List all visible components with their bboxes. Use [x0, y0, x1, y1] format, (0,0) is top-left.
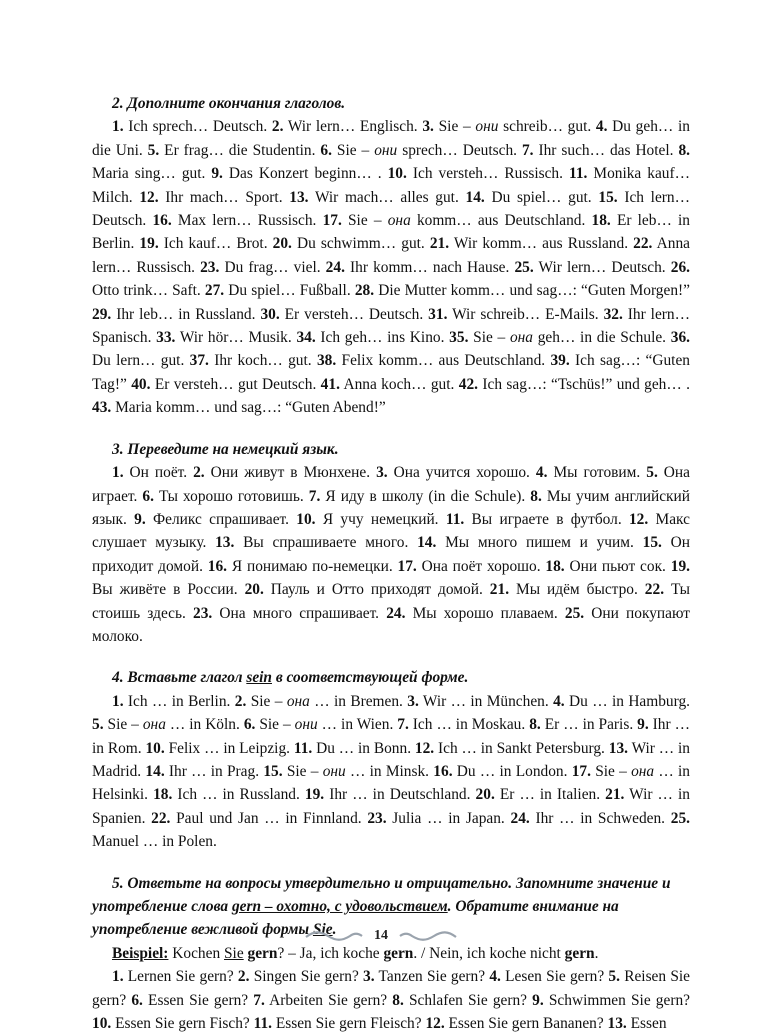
text-run: Вы живёте в России. [92, 581, 245, 599]
text-run: 6. [131, 991, 143, 1009]
text-run: schreib… gut. [498, 118, 596, 136]
text-run: 9. [532, 991, 544, 1009]
text-run: sprech… Deutsch. [397, 141, 522, 159]
text-run: 7. [397, 716, 409, 734]
text-run: Reisen Sie gern? [92, 968, 690, 1009]
text-run: Она играет. [92, 464, 690, 505]
text-run: Julia … in Japan. [386, 809, 511, 827]
text-run: gern [383, 944, 414, 962]
text-run: 27. [204, 282, 225, 300]
text-run: Ich sag…: “Guten Tag!” [92, 352, 690, 393]
text-run: Du … in Bonn. [312, 739, 415, 757]
text-run: 3. [363, 968, 375, 986]
text-run: 2. [193, 464, 205, 482]
text-run: в соответствующей форме. [271, 669, 469, 687]
text-run: 4. [489, 968, 501, 986]
text-run: 5. [92, 716, 104, 734]
text-run: Sie [224, 944, 244, 962]
text-run: Sie – [255, 716, 295, 734]
text-run: … in Wien. [317, 716, 398, 734]
text-run: Wir … in München. [418, 692, 554, 710]
text-run: Ihr … in Deutschland. [324, 786, 476, 804]
text-run: Otto trink… Saft. [92, 282, 205, 300]
text-run: 21. [429, 235, 450, 253]
text-run: они [374, 141, 398, 159]
text-run: Tanzen Sie gern? [374, 968, 490, 986]
text-run: Ihr lern… Spanisch. [92, 305, 690, 347]
text-run: Ihr mach… Sport. [158, 188, 290, 206]
text-run: Ihr such… das Hotel. [533, 141, 679, 159]
text-run: Essen [626, 1015, 667, 1033]
text-run: 32. [603, 305, 623, 323]
text-run: 25. [670, 809, 690, 827]
text-run: 3. [407, 692, 419, 710]
text-run: 22. [151, 809, 171, 827]
text-run: Du … in Hamburg. [564, 692, 691, 710]
text-run: 5. Ответьте на вопросы утвердительно и отрицательно. Запомните значение и употребление слова [92, 874, 671, 915]
text-run: 19. [304, 786, 325, 804]
text-run: 20. [272, 235, 292, 253]
text-run: 43. [92, 399, 112, 417]
text-run: Ihr … in Schweden. [529, 809, 671, 827]
text-run: 22. [644, 581, 665, 599]
text-run: 10. [296, 510, 316, 528]
text-run: 8. [529, 716, 541, 734]
text-run: они [322, 762, 346, 780]
text-run: 12. [414, 739, 435, 757]
text-run: 15. [263, 762, 283, 780]
text-run: … in Bremen. [309, 692, 408, 710]
text-run: 20. [475, 786, 495, 804]
text-run: 1. [112, 968, 124, 986]
text-run: 10. [92, 1015, 112, 1033]
text-run: 21. [489, 581, 510, 599]
text-run: 6. [142, 487, 154, 505]
exercise-3 [92, 438, 690, 649]
text-run: Du spiel… gut. [484, 188, 599, 206]
text-run: Ihr koch… gut. [208, 352, 317, 370]
text-run: 3. [422, 118, 434, 136]
text-run: 23. [367, 809, 387, 827]
text-run: Sie – [433, 118, 476, 136]
text-run: 11. [253, 1015, 272, 1033]
text-run: Wir schreib… E-Mails. [447, 305, 604, 323]
text-run: она [509, 329, 533, 347]
text-run: 18. [591, 212, 611, 230]
text-run: Ich sag…: “Tschüs!” und geh… . [478, 375, 691, 393]
text-run: 2. [234, 692, 247, 710]
text-run: gern [247, 944, 278, 962]
page-number: 14 [374, 928, 388, 943]
text-run: 19. [139, 235, 159, 253]
text-run: 15. [642, 534, 662, 552]
text-run: Они пьют сок. [564, 557, 671, 575]
text-run: Paul und Jan … in Finnland. [170, 809, 368, 827]
text-run: Wir … in Spanien. [92, 786, 690, 827]
text-run: 16. [433, 762, 453, 780]
text-run: 28. [354, 282, 375, 300]
text-run: Sie – [246, 692, 287, 710]
text-run: 13. [607, 1015, 627, 1033]
text-run: 13. [608, 739, 629, 757]
text-run: Sie – [341, 212, 388, 230]
text-run: Ihr leb… in Russland. [111, 305, 261, 323]
text-run: Du … in London. [452, 762, 572, 780]
text-run: Они живут в Мюнхене. [204, 464, 377, 482]
text-run: Er … in Italien. [494, 786, 606, 804]
text-run: 7. [521, 141, 534, 159]
text-run: . / Nein, ich koche nicht [413, 944, 565, 962]
text-run: 18. [153, 786, 173, 804]
text-run: Er leb… in Berlin. [92, 212, 691, 253]
text-run: Arbeiten Sie gern? [264, 991, 393, 1009]
text-run: 30. [260, 305, 280, 323]
text-run: Ihr … in Prag. [164, 762, 264, 780]
text-run: 14. [417, 534, 437, 552]
text-run: 17. [397, 557, 417, 575]
text-run: Schlafen Sie gern? [403, 991, 533, 1009]
text-run: … in Köln. [165, 716, 244, 734]
text-run: Essen Sie gern Bananen? [444, 1015, 608, 1033]
text-run: Ich geh… ins Kino. [315, 329, 450, 347]
text-run: Вы играете в футбол. [464, 510, 629, 528]
text-run: Ich versteh… Russisch. [406, 165, 569, 183]
text-run: Я учу немецкий. [315, 510, 446, 528]
text-run: Ich … in Moskau. [408, 716, 530, 734]
text-run: Wir hör… Musik. [175, 329, 297, 347]
exercise-body [92, 690, 690, 854]
text-run: Ihr komm… nach Hause. [344, 258, 515, 276]
text-run: geh… in die Schule. [533, 329, 671, 347]
text-run: Ты стоишь здесь. [92, 581, 691, 622]
text-run: 37. [189, 352, 209, 370]
text-run: 10. [387, 165, 407, 183]
text-run: Maria komm… und sag…: “Guten Abend!” [111, 399, 386, 417]
text-run: 5. [608, 968, 620, 986]
text-run: 19. [670, 557, 690, 575]
text-run: 2. [237, 968, 250, 986]
text-run: Он поёт. [123, 464, 194, 482]
text-run: Ich … in Sankt Petersburg. [434, 739, 609, 757]
text-run: Ich sprech… Deutsch. [123, 118, 272, 136]
text-run: 6. [320, 141, 332, 159]
text-run: 13. [289, 188, 309, 206]
text-run: 15. [598, 188, 618, 206]
text-run: Er … in Paris. [540, 716, 638, 734]
text-run: Er versteh… Deutsch. [279, 305, 429, 323]
text-run: 25. [514, 258, 534, 276]
text-run: Wir lern… Englisch. [283, 118, 423, 136]
text-run: 9. [134, 510, 146, 528]
text-run: 2. [271, 118, 284, 136]
text-run: 11. [445, 510, 465, 528]
text-run: Maria sing… gut. [92, 165, 212, 183]
text-run: Du lern… gut. [92, 352, 190, 370]
text-run: Мы много пишем и учим. [436, 534, 643, 552]
text-run: Макс слушает музыку. [92, 510, 690, 552]
text-run: 23. [200, 258, 220, 276]
text-run: 5. [646, 464, 658, 482]
text-run: 8. [530, 487, 542, 505]
text-run: она [387, 212, 411, 230]
right-ornament-icon [398, 930, 458, 942]
exercise-2 [92, 92, 690, 420]
text-run: 7. [308, 487, 321, 505]
text-run: 23. [193, 604, 213, 622]
text-run: Sie – [590, 762, 632, 780]
text-run: Он приходит домой. [92, 534, 691, 575]
text-run: Они покупают молоко. [92, 604, 690, 645]
text-run: Ты хорошо готовишь. [153, 487, 309, 505]
text-run: 4. [553, 692, 565, 710]
text-run: Essen Sie gern Fleisch? [271, 1015, 426, 1033]
text-run: Du spiel… Fußball. [224, 282, 355, 300]
text-run: Lernen Sie gern? [123, 968, 238, 986]
text-run: Sie – [103, 716, 143, 734]
exercise-body [92, 461, 690, 648]
text-run: Du frag… viel. [219, 258, 326, 276]
text-run: 26. [670, 258, 691, 276]
text-run: 18. [545, 557, 565, 575]
exercise-4 [92, 666, 690, 853]
text-run: Er frag… die Studentin. [159, 141, 321, 159]
exercise-5 [92, 872, 690, 1035]
text-run: 1. [112, 692, 124, 710]
text-run: Пауль и Отто приходят домой. [263, 581, 490, 599]
page-footer [0, 924, 762, 948]
text-run: Er versteh… gut Deutsch. [150, 375, 321, 393]
text-run: Мы готовим. [547, 464, 647, 482]
text-run: gern [564, 944, 595, 962]
text-run: 1. [112, 118, 124, 136]
text-run: Мы хорошо плаваем. [405, 604, 565, 622]
text-run: Я иду в школу (in die Schule). [320, 487, 531, 505]
text-run: gern – охотно, с удовольствием [231, 898, 448, 915]
text-run: 24. [510, 809, 530, 827]
text-run: Вы спрашиваете много. [234, 534, 418, 552]
text-run: 38. [316, 352, 337, 370]
text-run: . [594, 944, 599, 962]
text-run: 5. [147, 141, 160, 159]
text-run: Max lern… Russisch. [171, 212, 323, 230]
text-run: она [631, 762, 655, 780]
text-run: 16. [152, 212, 172, 230]
text-run: 6. [243, 716, 256, 734]
text-run: 34. [296, 329, 316, 347]
text-run: 8. [392, 991, 404, 1009]
text-run: Ich … in Russland. [172, 786, 305, 804]
text-run: 14. [145, 762, 165, 780]
text-run: sein [246, 669, 272, 687]
text-run: Monika kauf… Milch. [92, 165, 691, 206]
text-run: 24. [386, 604, 406, 622]
document-page [92, 92, 690, 1035]
text-run: Ich kauf… Brot. [158, 235, 273, 253]
text-run: 35. [449, 329, 469, 347]
text-run: 20. [244, 581, 264, 599]
exercise-title [92, 666, 690, 689]
text-run: 7. [253, 991, 265, 1009]
text-run: ? – Ja, ich koche [277, 944, 384, 962]
text-run: Lesen Sie gern? [500, 968, 609, 986]
text-run: Sie [312, 921, 333, 939]
text-run: 4. Вставьте глагол [112, 669, 247, 687]
text-run: 12. [139, 188, 159, 206]
text-run: Я понимаю по-немецки. [227, 557, 398, 575]
text-run: Essen Sie gern? [142, 991, 254, 1009]
text-run: 33. [156, 329, 176, 347]
text-run: Felix komm… aus Deutschland. [336, 352, 551, 370]
text-run: 41. [320, 375, 340, 393]
text-run: 4. [535, 464, 548, 482]
text-run: 42. [458, 375, 479, 393]
text-run: Феликс спрашивает. [145, 510, 297, 528]
text-run: Schwimmen Sie gern? [543, 991, 690, 1009]
text-run: 39. [550, 352, 570, 370]
text-run: Wir komm… aus Russland. [449, 235, 634, 253]
text-run: 17. [322, 212, 342, 230]
text-run: 17. [571, 762, 591, 780]
text-run: Du geh… in die Uni. [92, 118, 690, 159]
text-run: Kochen [168, 944, 224, 962]
text-run: 4. [595, 118, 608, 136]
text-run: Manuel … in Polen. [92, 833, 217, 851]
text-run: Она много спрашивает. [212, 604, 387, 622]
text-run: Ich lern… Deutsch. [92, 188, 691, 230]
text-run: 16. [207, 557, 228, 575]
text-run: 3. [376, 464, 388, 482]
text-run: Das Konzert beginn… . [222, 165, 388, 183]
text-run: 12. [628, 510, 649, 528]
text-run: Essen Sie gern Fisch? [111, 1015, 254, 1033]
text-run: 31. [428, 305, 448, 323]
text-run: Sie – [282, 762, 323, 780]
text-run: 13. [215, 534, 235, 552]
text-run: 29. [92, 305, 112, 323]
text-run: 40. [131, 375, 151, 393]
text-run: Мы учим английский язык. [92, 487, 691, 528]
text-run: она [142, 716, 166, 734]
text-run: 22. [633, 235, 653, 253]
text-run: 8. [678, 141, 690, 159]
text-run: Singen Sie gern? [249, 968, 364, 986]
text-run: Мы идём быстро. [509, 581, 645, 599]
text-run: Sie – [468, 329, 510, 347]
text-run: Wir lern… Deutsch. [533, 258, 671, 276]
text-run: Die Mutter komm… und sag…: “Guten Morgen!” [374, 282, 690, 300]
text-run: Sie – [331, 141, 375, 159]
text-run: 1. [112, 464, 124, 482]
text-run: 24. [325, 258, 345, 276]
text-run: Wir mach… alles gut. [308, 188, 466, 206]
text-run: komm… aus Deutschland. [410, 212, 592, 230]
text-run: Ihr … in Rom. [92, 716, 690, 757]
text-run: . [332, 921, 337, 939]
exercise-body [92, 115, 690, 419]
text-run: 10. [145, 739, 165, 757]
text-run: … in Helsinki. [92, 762, 690, 804]
text-run: Anna lern… Russisch. [92, 235, 690, 276]
text-run: 25. [564, 604, 585, 622]
text-run: . Обратите внимание на употребление вежливой формы [92, 898, 619, 939]
exercise-title: 3. Переведите на немецкий язык. [112, 440, 339, 458]
text-run: Du schwimm… gut. [291, 235, 430, 253]
text-run: 9. [211, 165, 223, 183]
left-ornament-icon [304, 930, 364, 942]
text-run: … in Minsk. [345, 762, 434, 780]
text-run: они [294, 716, 318, 734]
text-run: 36. [670, 329, 690, 347]
text-run: 21. [605, 786, 625, 804]
text-run: они [475, 118, 499, 136]
text-run: Felix … in Leipzig. [164, 739, 294, 757]
text-run: Ich … in Berlin. [123, 692, 235, 710]
text-run: 14. [465, 188, 485, 206]
exercise-title: 2. Дополните окончания глаголов. [112, 95, 346, 112]
exercise-body [92, 965, 690, 1035]
text-run: 9. [637, 716, 649, 734]
text-run: Она поёт хорошо. [416, 557, 546, 575]
text-run: 11. [568, 165, 588, 183]
text-run: 12. [425, 1015, 445, 1033]
text-run: Wir … in Madrid. [92, 739, 690, 780]
text-run: Beispiel: [112, 944, 169, 962]
text-run: 11. [293, 739, 313, 757]
text-run: она [286, 692, 310, 710]
text-run: Anna koch… gut. [339, 375, 459, 393]
text-run: Она учится хорошо. [387, 464, 536, 482]
